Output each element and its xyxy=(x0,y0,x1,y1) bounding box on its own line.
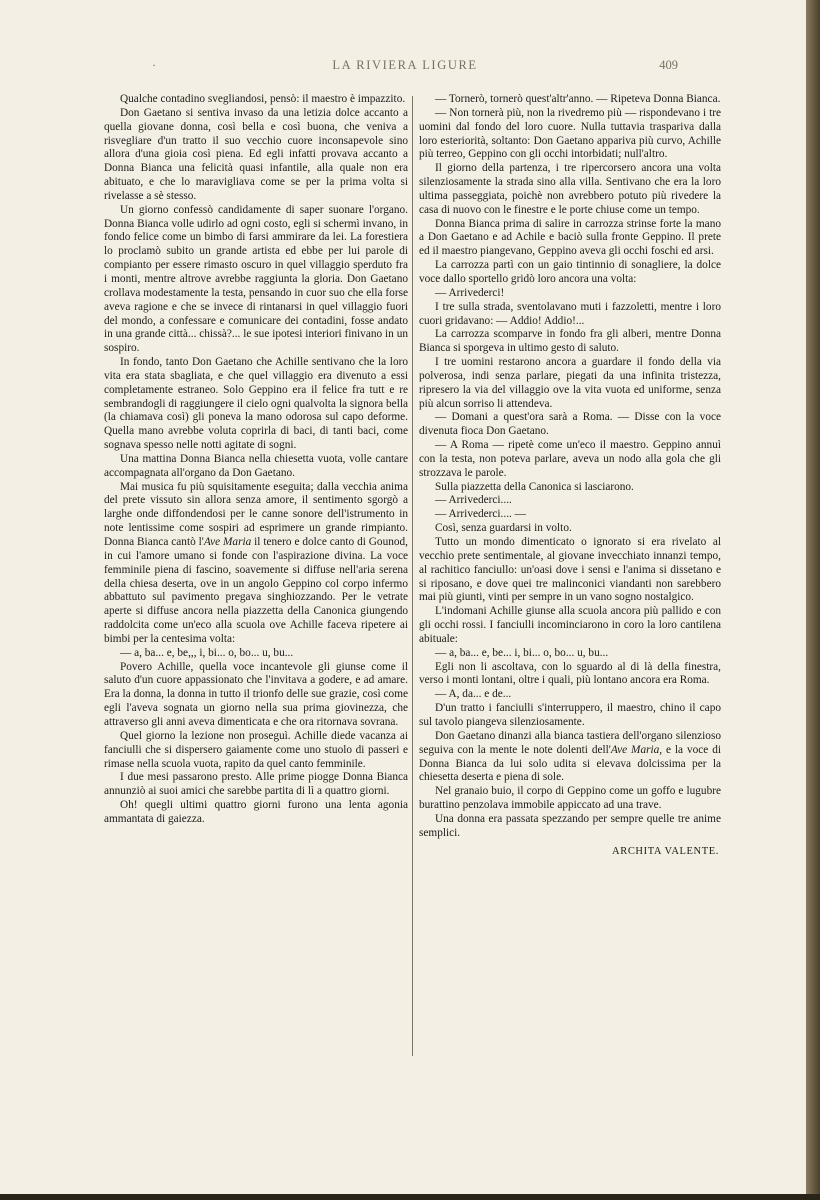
paragraph: Tutto un mondo dimenticato o ignorato si era rivelato al vecchio prete sentimentale, al giovane invecchiato innanzi tempo, al rachitico fanciullo: un'oasi dove i sensi e l'anima si dissetano e si riposano, e dove quei tre malinconici viandanti non sarebbero mai più giunti, vinti per sempre in un vano sogno nostalgico. xyxy=(419,536,721,604)
paragraph: — a, ba... e, be... i, bi... o, bo... u, bu... xyxy=(435,646,609,659)
right-column xyxy=(419,93,721,858)
author-signature: ARCHITA VALENTE. xyxy=(612,845,719,857)
paragraph: D'un tratto i fanciulli s'interruppero, il maestro, chino il capo sul tavolo piangeva silenziosamente. xyxy=(419,702,721,728)
paragraph: — A Roma — ripetè come un'eco il maestro. Geppino annuì con la testa, non poteva parlare, aveva un nodo alla gola che gli strozzava le parole. xyxy=(419,439,721,479)
paragraph: Mai musica fu più squisitamente eseguita; dalla vecchia anima del prete vissuto sin allora senza amore, il sentimento sgorgò a larghe onde diffondendosi per le canne sonore dell'istrumento in note lentissime come sospiri ad esprimere un grande rimpianto. Donna Bianca cantò l'Ave Maria il tenero e dolce canto di Gounod, in cui l'amore umano si fonde con l'aspirazione divina. La voce femminile piena di fascino, soavemente si diffuse nell'aria serena della chiesa deserta, ove in un angolo Geppino col corpo infermo abbattuto sul pavimento pregava singhiozzando. Per le vetrate aperte si diffuse ancora nella piazzetta della Canonica giungendo raddolcita come un'eco alla scuola ove Achille faceva ripetere ai bimbi per la centesima volta: xyxy=(104,480,408,645)
paragraph: I tre sulla strada, sventolavano muti i fazzoletti, mentre i loro cuori gridavano: — Addio! Addio!... xyxy=(419,300,721,327)
paragraph: — Non tornerà più, non la rivedremo più — rispondevano i tre uomini dal fondo del loro cuore. Nulla tuttavia traspariva dalla loro esteriorità, soltanto: Don Gaetano appariva più curvo, Achille più terreo, Geppino con gli occhi intorbidati; null'altro. xyxy=(419,106,721,161)
paragraph: I due mesi passarono presto. Alle prime piogge Donna Bianca annunziò ai suoi amici che sarebbe partita di lì a quattro giorni. xyxy=(104,771,408,798)
paragraph: Egli non li ascoltava, con lo sguardo al di là della finestra, verso i monti lontani, oltre i quali, più lontano ancora era Roma. xyxy=(419,660,721,687)
paragraph: Una donna era passata spezzando per sempre quelle tre anime semplici. xyxy=(419,812,721,839)
page-number: 409 xyxy=(659,58,678,72)
paragraph: L'indomani Achille giunse alla scuola ancora più pallido e con gli occhi rossi. I fanciulli incominciarono in coro la loro cantilena abituale: xyxy=(419,605,721,645)
paragraph: — Arrivederci.... xyxy=(435,494,512,507)
paragraph: Nel granaio buio, il corpo di Geppino come un goffo e lugubre burattino penzolava immobile appiccato ad una trave. xyxy=(419,785,721,812)
paragraph: Quel giorno la lezione non proseguì. Achille diede vacanza ai fanciulli che si dispersero gaiamente come uno stuolo di passeri e rimase nella scuola vuota, rapito da quel canto femminile. xyxy=(104,729,408,770)
paragraph: — Domani a quest'ora sarà a Roma. — Disse con la voce divenuta fioca Don Gaetano. xyxy=(419,411,721,438)
emphasis: Ave Maria xyxy=(203,536,252,548)
column-divider xyxy=(412,96,413,1056)
paragraph: Qualche contadino svegliandosi, pensò: il maestro è impazzito. xyxy=(120,93,406,105)
header-dot: · xyxy=(152,58,156,72)
paragraph: Don Gaetano dinanzi alla bianca tastiera dell'organo silenzioso seguiva con la mente le note dolenti dell'Ave Maria, e la voce di Donna Bianca da lui solo udita si elevava dolcissima per la chiesetta deserta e piena di sole. xyxy=(419,729,721,784)
paragraph: — Arrivederci! xyxy=(435,286,505,299)
running-title: LA RIVIERA LIGURE xyxy=(332,58,478,72)
paragraph: Donna Bianca prima di salire in carrozza strinse forte la mano a Don Gaetano e ad Achile e baciò sulla fronte Geppino. Il prete ed il maestro piangevano, Geppino aveva gli occhi foschi ed arsi. xyxy=(419,217,721,258)
binding-edge xyxy=(806,0,820,1200)
paragraph: I tre uomini restarono ancora a guardare il fondo della via polverosa, indi senza parlare, piegati da una infinita tristezza, ripresero la via del villaggio ove la vita vuota ed uniforme, senza più alcun sorriso li attendeva. xyxy=(419,356,721,410)
paragraph: In fondo, tanto Don Gaetano che Achille sentivano che la loro vita era stata sbagliata, e che quel villaggio era divenuto a essi completamente estraneo. Solo Geppino era il felice fra tutt e re sembrandogli di raggiungere il cielo ogni qualvolta la signora bella (la chiamava così) gli poneva la mano odorosa sul capo deforme. Quella mano avrebbe voluta coprirla di baci, di tanti baci, come sognava spesso nelle notti agitate di sogni. xyxy=(104,356,408,452)
left-column xyxy=(104,93,408,827)
bottom-edge xyxy=(0,1194,820,1200)
paragraph: Oh! quegli ultimi quattro giorni furono una lenta agonia ammantata di gaiezza. xyxy=(104,799,408,825)
paragraph: Il giorno della partenza, i tre ripercorsero ancora una volta silenziosamente la strada sino alla villa. Sentivano che era la loro ultima passeggiata, poichè non avrebbero potuto più rivedere la casa di nuovo con le finestre e le porte chiuse come un tempo. xyxy=(419,162,721,216)
paragraph: — Tornerò, tornerò quest'altr'anno. — Ripeteva Donna Bianca. xyxy=(435,93,721,105)
paragraph: La carrozza scomparve in fondo fra gli alberi, mentre Donna Bianca si sporgeva in ultimo gesto di saluto. xyxy=(419,328,721,355)
paragraph: Don Gaetano si sentiva invaso da una letizia dolce accanto a quella giovane donna, così bella e così buona, che veniva a risvegliare d'un tratto il suo vecchio cuore inconsapevole sino allora d'una gioia così piena. Ed egli infatti provava accanto a Donna Bianca una felicità quasi infantile, alla quale non era abituato, e che lo maravigliava come se per la prima volta si rivelasse a sè stesso. xyxy=(104,106,408,202)
page-header xyxy=(0,58,810,80)
paragraph: Una mattina Donna Bianca nella chiesetta vuota, volle cantare accompagnata all'organo da Don Gaetano. xyxy=(104,452,408,479)
paragraph: Un giorno confessò candidamente di saper suonare l'organo. Donna Bianca volle udirlo ad ogni costo, egli si schermì invano, in fondo felice come un bimbo di farsi ammirare da lei. La forestiera lo proclamò subito un grande artista ed ebbe per lui parole di compianto per essere rimasto oscuro in quel villaggio sperduto fra i monti, mentre altrove avrebbe raggiunta la gloria. Don Gaetano crollava modestamente la testa, pensando in cuor suo che ella forse aveva ragione e che se invece di rintanarsi in quel villaggio fuori del mondo, a confessare e comunicare dei contadini, fosse andato in una grande città... chissà?... le sue ipotesi interiori finivano in un sospiro. xyxy=(104,203,408,355)
paragraph: — a, ba... e, be,,, i, bi... o, bo... u, bu... xyxy=(120,646,294,659)
emphasis: Ave Maria, xyxy=(610,743,663,756)
paragraph: — A, da... e de... xyxy=(435,688,512,701)
paragraph: Così, senza guardarsi in volto. xyxy=(435,522,572,535)
paragraph: La carrozza partì con un gaio tintinnio di sonagliere, la dolce voce dallo sportello gridò loro ancora una volta: xyxy=(419,259,721,285)
paragraph: — Arrivederci.... — xyxy=(435,508,526,521)
paragraph: Sulla piazzetta della Canonica si lasciarono. xyxy=(435,480,634,493)
paragraph: Povero Achille, quella voce incantevole gli giunse come il saluto d'un cuore appassionato che l'invitava a godere, e ad amare. Era la donna, la donna in tutto il trionfo delle sue grazie, così come egli l'aveva sognata un giorno nella sua prima giovinezza, che attraverso gli anni aveva dimenticata e che ora ritornava sovrana. xyxy=(104,660,408,728)
